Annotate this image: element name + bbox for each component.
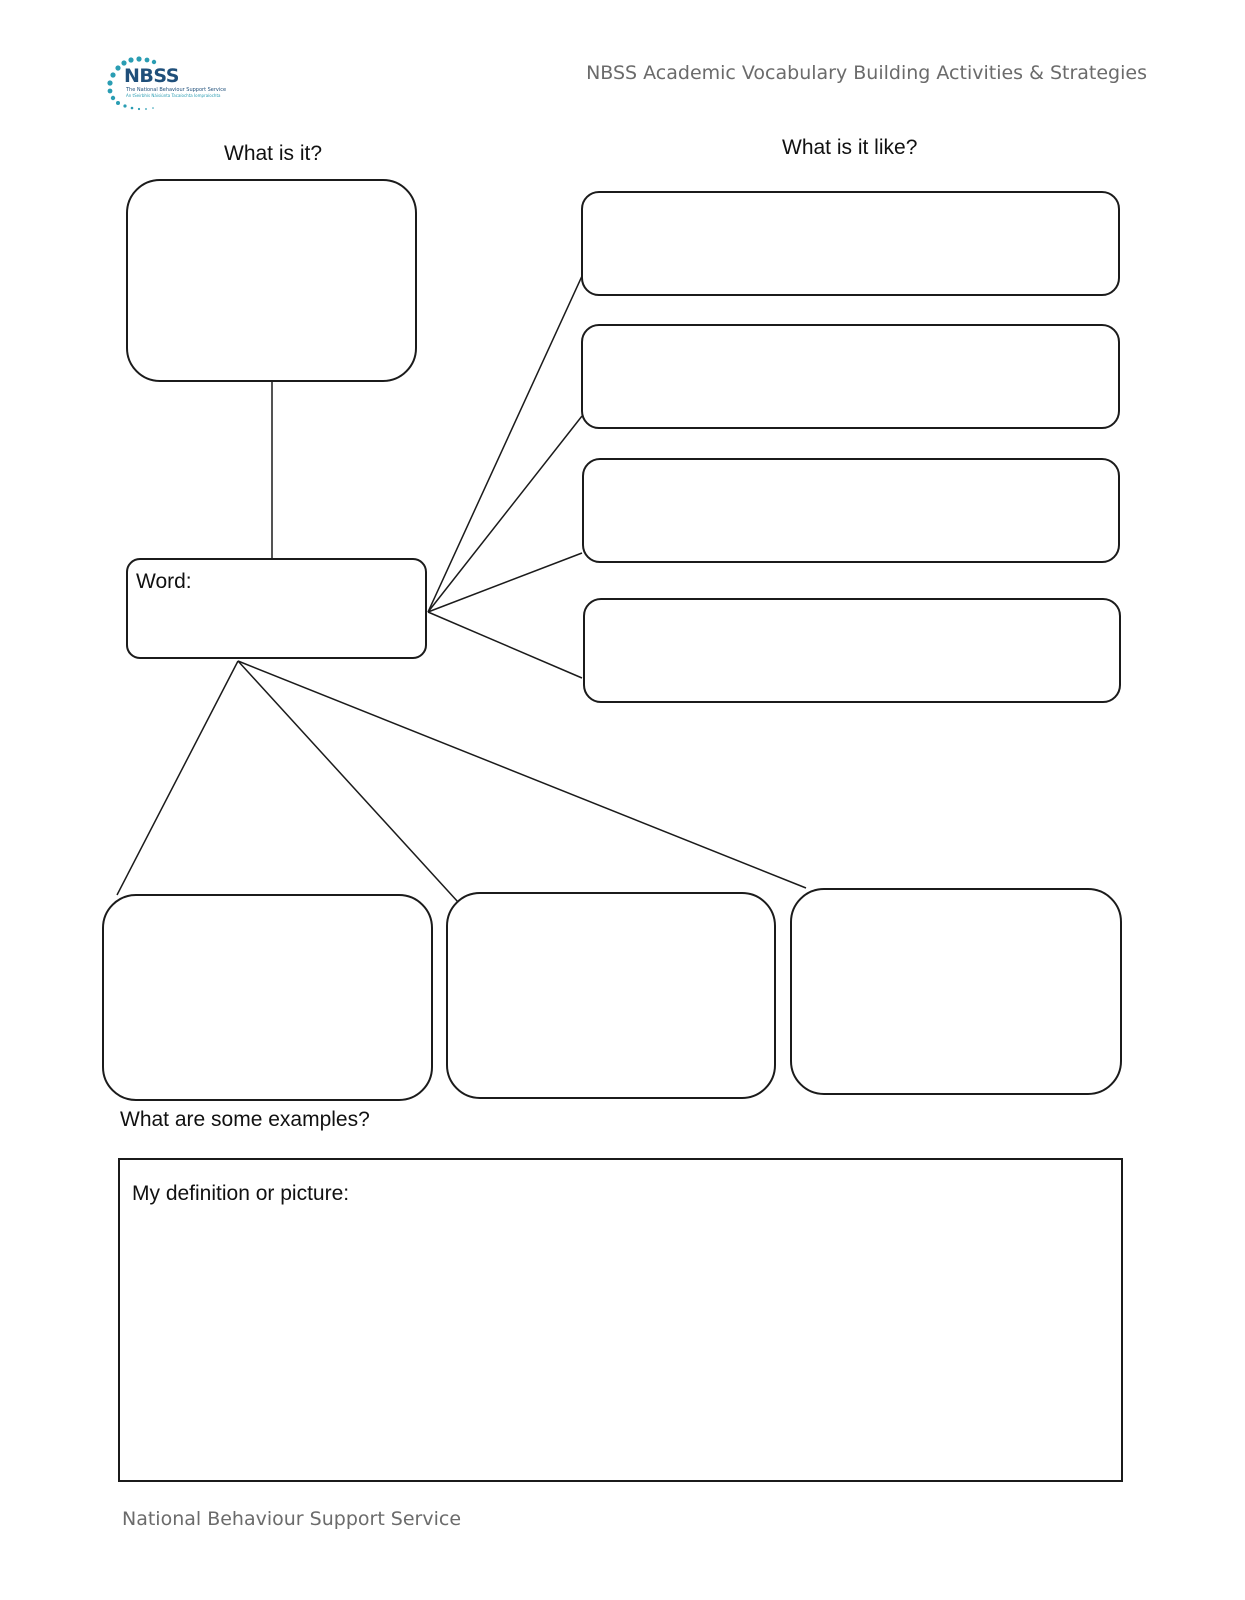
connector-line <box>428 612 582 678</box>
what-is-it-box[interactable] <box>126 179 417 382</box>
what-is-it-like-box-4[interactable] <box>583 598 1121 703</box>
example-box-3[interactable] <box>790 888 1122 1095</box>
definition-label: My definition or picture: <box>132 1182 350 1205</box>
logo-wordmark: NBSS <box>124 65 179 87</box>
definition-box[interactable] <box>118 1158 1123 1482</box>
what-is-it-like-box-3[interactable] <box>582 458 1120 563</box>
word-label: Word: <box>136 570 192 593</box>
examples-label: What are some examples? <box>120 1108 370 1131</box>
example-box-1[interactable] <box>102 894 433 1101</box>
logo-subtitle: The National Behaviour Support Service <box>126 87 227 93</box>
what-is-it-like-label: What is it like? <box>782 136 918 159</box>
example-box-2[interactable] <box>446 892 776 1099</box>
connector-line <box>117 661 238 895</box>
what-is-it-like-box-2[interactable] <box>581 324 1120 429</box>
what-is-it-like-box-1[interactable] <box>581 191 1120 296</box>
what-is-it-label: What is it? <box>224 142 323 165</box>
connector-line <box>238 661 458 902</box>
footer-organization: National Behaviour Support Service <box>122 1508 462 1530</box>
page-header-title: NBSS Academic Vocabulary Building Activities & Strategies <box>586 62 1147 84</box>
logo-subtitle-irish: An tSeirbhís Náisiúnta Tacaíochta Iompraíochta <box>126 93 221 98</box>
word-box[interactable] <box>126 558 427 659</box>
